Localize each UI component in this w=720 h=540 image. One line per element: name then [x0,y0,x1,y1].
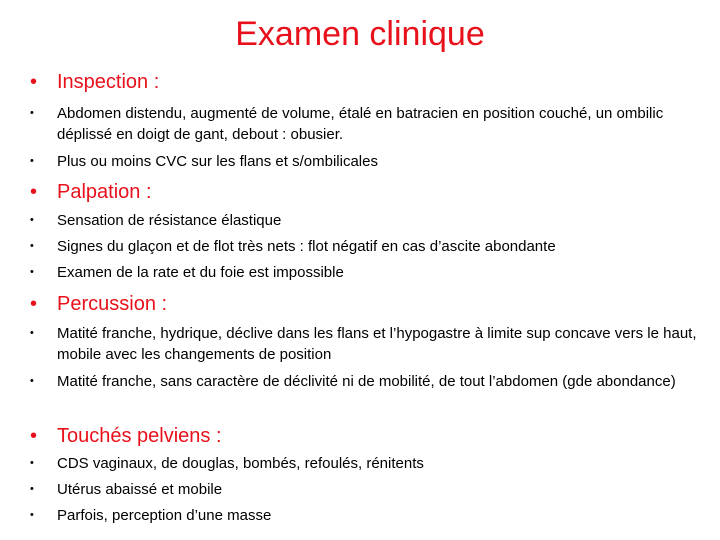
bullet-icon: • [30,483,34,495]
bullet-icon: • [30,375,34,387]
bullet-icon: • [30,457,34,469]
slide-title: Examen clinique [235,15,485,53]
section-heading-palpation: • Palpation : [30,181,152,203]
bullet-icon: • [30,214,34,226]
bullet-icon: • [30,240,34,252]
bullet-icon: • [30,107,34,119]
bullet-icon: • [30,509,34,521]
bullet-icon: • [30,155,34,167]
bullet-icon: • [30,71,38,93]
bullet-icon: • [30,327,34,339]
bullet-icon: • [30,266,34,278]
bullet-icon: • [30,425,38,447]
section-heading-percussion: • Percussion : [30,293,168,315]
bullet-icon: • [30,181,38,203]
section-heading-inspection: • Inspection : [30,71,160,93]
section-heading-touches-pelviens: • Touchés pelviens : [30,425,222,447]
bullet-icon: • [30,293,38,315]
